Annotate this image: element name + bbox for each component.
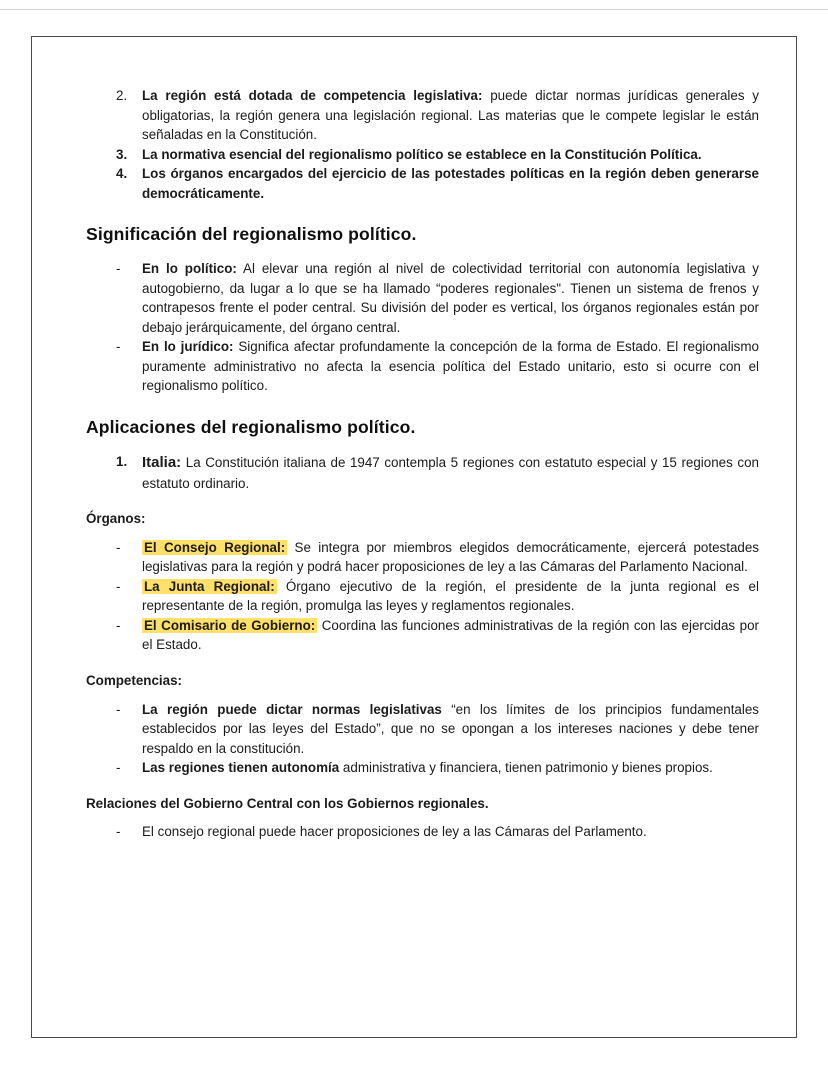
bullet-dash: - [116, 760, 121, 776]
list-item-text [142, 337, 759, 396]
list-item-text [142, 577, 759, 616]
page-content [32, 37, 796, 842]
bold-lead: Los órganos encargados del ejercicio de las potestades políticas en la región deben generarse democráticamente. [142, 166, 759, 201]
bold-lead: La región está dotada de competencia legislativa: [142, 88, 483, 103]
list-item-text [142, 164, 759, 203]
numbered-list-top [116, 86, 759, 203]
list-item-text [142, 538, 759, 577]
list-item-text [142, 86, 759, 145]
list-item [116, 822, 759, 842]
label-organos: Órganos: [86, 511, 146, 527]
bullet-list-relaciones [116, 822, 759, 842]
bullet-dash: - [116, 261, 121, 277]
list-item-text [142, 452, 759, 493]
list-item-text [142, 616, 759, 655]
body-text: puede dictar normas jurídicas generales y obligatorias, la región genera una legislación regional. Las materias que le compete legislar le están señaladas en la Constitución. [142, 88, 760, 143]
list-item-text [142, 758, 759, 778]
body-text: Coordina las funciones administrativas de la región con las ejercidas por el Estado. [142, 617, 759, 653]
bullet-dash: - [116, 578, 121, 594]
list-item [116, 758, 759, 778]
body-text: “en los límites de los principios fundamentales establecidos por las leyes del Estado”, que no se opongan a los intereses naciones y debe tener respaldo en la constitución. [142, 701, 759, 756]
list-number: 4. [116, 166, 128, 182]
list-number: 3. [116, 146, 128, 162]
bullet-dash: - [116, 339, 121, 355]
bold-lead: En lo político: [142, 261, 237, 277]
page-break-line [0, 9, 828, 10]
list-item [116, 538, 759, 577]
list-item [116, 577, 759, 616]
highlighted-lead: La Junta Regional: [144, 578, 275, 594]
bullet-dash: - [116, 701, 121, 717]
bold-lead: En lo jurídico: [142, 339, 234, 355]
list-item [116, 700, 759, 759]
highlighted-lead: El Consejo Regional: [144, 539, 286, 555]
list-item-text [142, 700, 759, 759]
list-item-text [142, 259, 759, 337]
body-text: Se integra por miembros elegidos democráticamente, ejercerá potestades legislativas para la región y podrá hacer proposiciones de ley a las Cámaras del Parlamento Nacional. [142, 539, 759, 575]
list-item [116, 259, 759, 337]
body-text: El consejo regional puede hacer proposiciones de ley a las Cámaras del Parlamento. [142, 824, 647, 840]
bullet-dash: - [116, 539, 121, 555]
body-text: Órgano ejecutivo de la región, el presidente de la junta regional es el representante de la región, promulga las leyes y reglamentos regionales. [142, 578, 759, 614]
bullet-list-significacion [116, 259, 759, 396]
bullet-list-competencias [116, 700, 759, 778]
list-item [116, 86, 759, 145]
heading-aplicaciones: Aplicaciones del regionalismo político. [86, 416, 416, 437]
list-item-italia [116, 452, 759, 493]
bullet-dash: - [116, 824, 121, 840]
bold-lead: Las regiones tienen autonomía [142, 760, 340, 776]
list-number: 2. [116, 88, 128, 103]
list-number: 1. [116, 453, 128, 469]
highlighted-lead: El Comisario de Gobierno: [144, 617, 316, 633]
body-text: La Constitución italiana de 1947 contempla 5 regiones con estatuto especial y 15 regiones con estatuto ordinario. [142, 454, 759, 491]
body-text: Significa afectar profundamente la concepción de la forma de Estado. El regionalismo puramente administrativo no afecta la esencia política del Estado unitario, esto si ocurre con el regionalismo político. [142, 339, 759, 394]
bullet-list-organos [116, 538, 759, 655]
numbered-list-aplicaciones [116, 452, 759, 493]
bullet-dash: - [116, 617, 121, 633]
label-relaciones: Relaciones del Gobierno Central con los Gobiernos regionales. [86, 795, 489, 811]
list-item [116, 337, 759, 396]
document-page [31, 36, 797, 1038]
list-item [116, 145, 759, 165]
bold-lead: La región puede dictar normas legislativas [142, 701, 442, 717]
body-text: administrativa y financiera, tienen patrimonio y bienes propios. [342, 760, 713, 776]
list-item [116, 164, 759, 203]
list-item-text [142, 145, 759, 165]
label-competencias: Competencias: [86, 673, 182, 689]
bold-lead-italia: Italia: [142, 453, 182, 471]
list-item [116, 616, 759, 655]
list-item-text [142, 822, 759, 842]
bold-lead: La normativa esencial del regionalismo político se establece en la Constitución Política. [142, 146, 702, 162]
heading-significacion: Significación del regionalismo político. [86, 224, 417, 245]
body-text: Al elevar una región al nivel de colectividad territorial con autonomía legislativa y autogobierno, da lugar a lo que se ha llamado “poderes regionales". Tienen un sistema de frenos y contrapesos frente el poder central. Su división del poder es vertical, los órganos regionales están por debajo jerárquicamente, del órgano central. [142, 261, 759, 335]
